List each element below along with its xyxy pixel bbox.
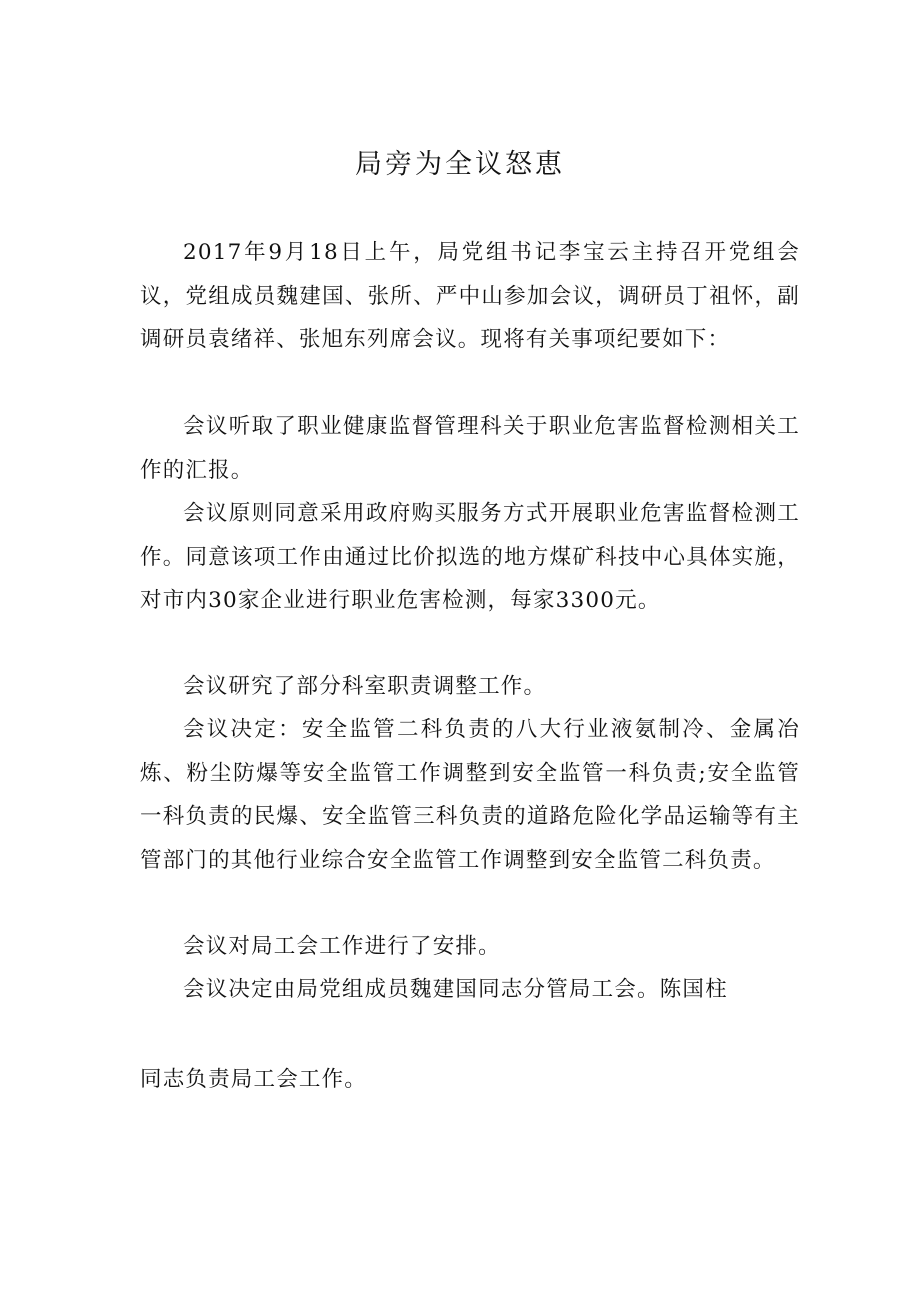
paragraph-meeting-intro: 2017年9月18日上午，局党组书记李宝云主持召开党组会议，党组成员魏建国、张所、严中山参加会议，调研员丁祖怀，副调研员袁绪祥、张旭东列席会议。现将有关事项纪要如下： bbox=[140, 240, 800, 352]
paragraph-health-report: 会议听取了职业健康监督管理科关于职业危害监督检测相关工作的汇报。 bbox=[140, 414, 800, 483]
paragraph-union-decision: 会议决定由局党组成员魏建国同志分管局工会。陈国柱 bbox=[183, 977, 728, 1002]
paragraph-union-responsibility: 同志负责局工会工作。 bbox=[140, 1067, 368, 1092]
paragraph-inspection-approval: 会议原则同意采用政府购买服务方式开展职业危害监督检测工作。同意该项工作由通过比价拟选的地方煤矿科技中心具体实施，对市内30家企业进行职业危害检测，每家3300元。 bbox=[140, 501, 800, 613]
document-title: 局旁为全议怒恵 bbox=[355, 149, 565, 180]
paragraph-union-arrangement: 会议对局工会工作进行了安排。 bbox=[183, 934, 501, 959]
paragraph-duty-review: 会议研究了部分科室职责调整工作。 bbox=[183, 674, 547, 699]
paragraph-duty-decision: 会议决定：安全监管二科负责的八大行业液氨制冷、金属冶炼、粉尘防爆等安全监管工作调整到安全监管一科负责;安全监管一科负责的民爆、安全监管三科负责的道路危险化学品运输等有主管部门的其他行业综合安全监管工作调整到安全监管二科负责。 bbox=[140, 717, 800, 873]
